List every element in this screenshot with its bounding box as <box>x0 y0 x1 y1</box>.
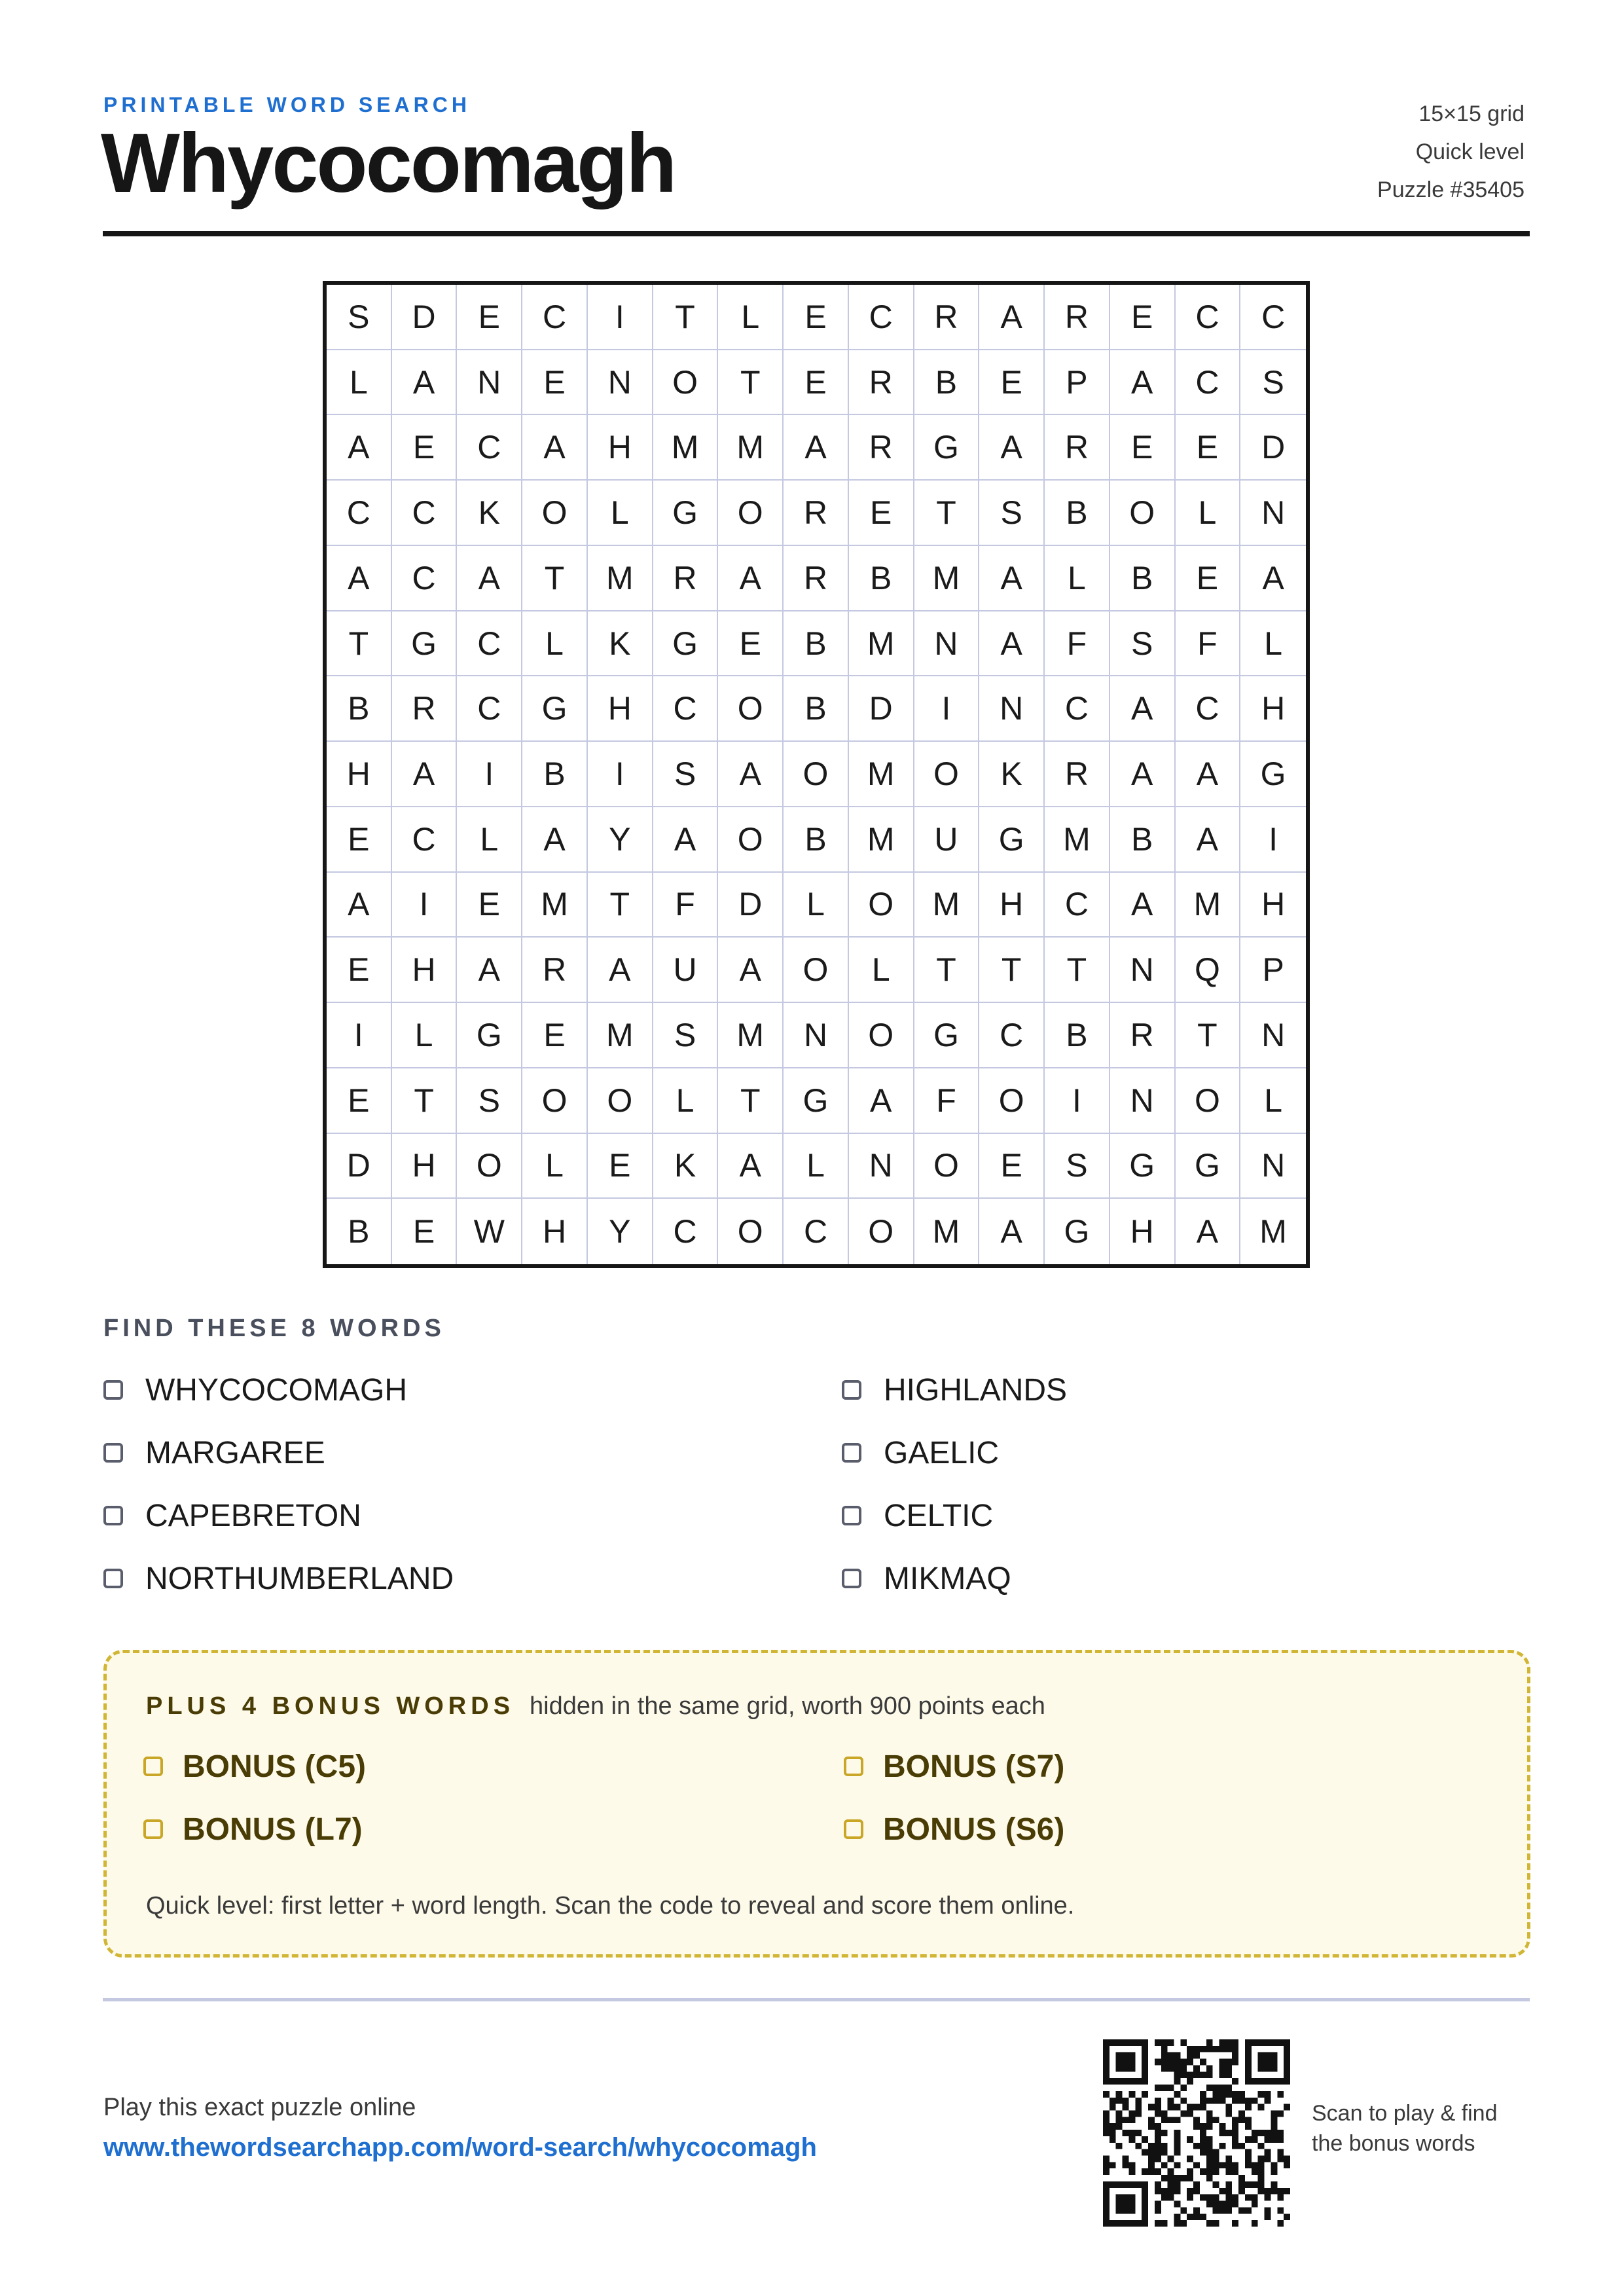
grid-cell[interactable]: R <box>1045 742 1110 807</box>
grid-cell[interactable]: G <box>1176 1134 1241 1199</box>
grid-cell[interactable]: I <box>1240 807 1306 873</box>
grid-cell[interactable]: A <box>522 807 588 873</box>
grid-cell[interactable]: E <box>849 481 914 546</box>
grid-cell[interactable]: T <box>522 546 588 611</box>
grid-cell[interactable]: E <box>979 1134 1045 1199</box>
grid-cell[interactable]: E <box>327 938 392 1003</box>
word-label: GAELIC <box>884 1435 1000 1470</box>
grid-cell[interactable]: M <box>849 742 914 807</box>
grid-cell[interactable]: E <box>522 350 588 416</box>
grid-cell[interactable]: O <box>588 1068 653 1134</box>
grid-cell[interactable]: A <box>653 807 719 873</box>
grid-cell[interactable]: C <box>849 285 914 350</box>
grid-cell[interactable]: L <box>1176 481 1241 546</box>
grid-cell[interactable]: O <box>522 1068 588 1134</box>
grid-cell[interactable]: O <box>979 1068 1045 1134</box>
grid-cell[interactable]: R <box>1045 285 1110 350</box>
grid-cell[interactable]: M <box>914 1199 980 1264</box>
bonus-heading: PLUS 4 BONUS WORDS <box>146 1692 515 1720</box>
grid-cell[interactable]: E <box>718 611 784 677</box>
grid-cell[interactable]: G <box>1240 742 1306 807</box>
grid-cell[interactable]: C <box>1045 676 1110 742</box>
grid-cell[interactable]: I <box>327 1003 392 1068</box>
checkbox-icon[interactable] <box>842 1380 861 1400</box>
grid-cell[interactable]: A <box>1176 807 1241 873</box>
checkbox-icon[interactable] <box>143 1819 163 1839</box>
grid-cell[interactable]: L <box>457 807 522 873</box>
grid-cell[interactable]: G <box>914 415 980 481</box>
word-list-item <box>842 1431 1530 1474</box>
grid-cell[interactable]: S <box>1110 611 1176 677</box>
grid-cell[interactable]: O <box>784 742 849 807</box>
find-heading: FIND THESE 8 WORDS <box>103 1315 445 1342</box>
grid-cell[interactable]: H <box>522 1199 588 1264</box>
grid-cell[interactable]: S <box>457 1068 522 1134</box>
word-list-item <box>842 1557 1530 1600</box>
grid-cell[interactable]: U <box>914 807 980 873</box>
word-list <box>103 1368 1530 1600</box>
grid-cell[interactable]: B <box>784 611 849 677</box>
grid-cell[interactable]: R <box>653 546 719 611</box>
grid-cell[interactable]: A <box>1176 742 1241 807</box>
grid-cell[interactable]: K <box>457 481 522 546</box>
grid-cell[interactable]: R <box>392 676 458 742</box>
grid-cell[interactable]: N <box>588 350 653 416</box>
grid-cell[interactable]: N <box>1240 1134 1306 1199</box>
grid-cell[interactable]: U <box>653 938 719 1003</box>
grid-cell[interactable]: H <box>588 676 653 742</box>
grid-cell[interactable]: A <box>327 415 392 481</box>
grid-cell[interactable]: N <box>1110 1068 1176 1134</box>
grid-cell[interactable]: E <box>784 285 849 350</box>
grid-cell[interactable]: S <box>653 742 719 807</box>
grid-cell[interactable]: W <box>457 1199 522 1264</box>
grid-cell[interactable]: A <box>392 350 458 416</box>
scan-caption-line: the bonus words <box>1312 2131 1475 2156</box>
puzzle-number: Puzzle #35405 <box>1377 177 1525 202</box>
grid-cell[interactable]: S <box>979 481 1045 546</box>
grid-cell[interactable]: H <box>979 873 1045 938</box>
grid-cell[interactable]: T <box>914 481 980 546</box>
grid-cell[interactable]: N <box>784 1003 849 1068</box>
grid-cell[interactable]: A <box>1110 873 1176 938</box>
grid-cell[interactable]: L <box>522 611 588 677</box>
grid-cell[interactable]: R <box>849 350 914 416</box>
grid-cell[interactable]: A <box>1110 742 1176 807</box>
grid-cell[interactable]: T <box>588 873 653 938</box>
grid-cell[interactable]: C <box>522 285 588 350</box>
grid-cell[interactable]: T <box>718 350 784 416</box>
grid-cell[interactable]: M <box>914 873 980 938</box>
grid-cell[interactable]: C <box>392 481 458 546</box>
grid-cell[interactable]: O <box>914 1134 980 1199</box>
puzzle-url-link[interactable]: www.thewordsearchapp.com/word-search/whycocomagh <box>103 2133 817 2162</box>
checkbox-icon[interactable] <box>103 1569 123 1588</box>
grid-cell[interactable]: E <box>588 1134 653 1199</box>
grid-cell[interactable]: A <box>979 1199 1045 1264</box>
grid-cell[interactable]: O <box>522 481 588 546</box>
grid-cell[interactable]: E <box>327 807 392 873</box>
grid-cell[interactable]: M <box>1045 807 1110 873</box>
grid-cell[interactable]: A <box>522 415 588 481</box>
grid-cell[interactable]: A <box>588 938 653 1003</box>
grid-cell[interactable]: A <box>392 742 458 807</box>
grid-size: 15×15 grid <box>1418 101 1525 126</box>
grid-cell[interactable]: E <box>327 1068 392 1134</box>
grid-cell[interactable]: C <box>784 1199 849 1264</box>
grid-cell[interactable]: E <box>1110 285 1176 350</box>
grid-cell[interactable]: I <box>457 742 522 807</box>
grid-cell[interactable]: M <box>849 807 914 873</box>
grid-cell[interactable]: E <box>979 350 1045 416</box>
grid-cell[interactable]: A <box>718 938 784 1003</box>
grid-cell[interactable]: E <box>522 1003 588 1068</box>
bonus-word-item <box>143 1808 844 1851</box>
grid-cell[interactable]: F <box>653 873 719 938</box>
grid-cell[interactable]: N <box>1240 481 1306 546</box>
grid-cell[interactable]: D <box>392 285 458 350</box>
grid-cell[interactable]: R <box>849 415 914 481</box>
bonus-word-label: BONUS (S6) <box>883 1812 1065 1847</box>
grid-cell[interactable]: B <box>784 807 849 873</box>
grid-cell[interactable]: A <box>849 1068 914 1134</box>
header-divider <box>103 231 1530 236</box>
grid-cell[interactable]: C <box>653 1199 719 1264</box>
grid-cell[interactable]: O <box>718 1199 784 1264</box>
grid-cell[interactable]: G <box>784 1068 849 1134</box>
grid-cell[interactable]: L <box>1045 546 1110 611</box>
grid-cell[interactable]: A <box>457 938 522 1003</box>
word-label: CAPEBRETON <box>145 1498 361 1533</box>
grid-cell[interactable]: E <box>1176 415 1241 481</box>
word-label: MIKMAQ <box>884 1561 1011 1596</box>
grid-cell[interactable]: N <box>914 611 980 677</box>
grid-cell[interactable]: G <box>457 1003 522 1068</box>
word-label: CELTIC <box>884 1498 994 1533</box>
grid-cell[interactable]: B <box>914 350 980 416</box>
grid-cell[interactable]: I <box>588 742 653 807</box>
grid-cell[interactable]: S <box>1240 350 1306 416</box>
grid-cell[interactable]: L <box>849 938 914 1003</box>
grid-cell[interactable]: H <box>1240 676 1306 742</box>
grid-cell[interactable]: C <box>457 676 522 742</box>
word-label: NORTHUMBERLAND <box>145 1561 454 1596</box>
grid-cell[interactable]: O <box>457 1134 522 1199</box>
grid-cell[interactable]: G <box>979 807 1045 873</box>
word-label: WHYCOCOMAGH <box>145 1372 407 1408</box>
grid-cell[interactable]: S <box>653 1003 719 1068</box>
grid-cell[interactable]: L <box>327 350 392 416</box>
grid-cell[interactable]: A <box>718 742 784 807</box>
grid-cell[interactable]: H <box>327 742 392 807</box>
grid-cell[interactable]: K <box>979 742 1045 807</box>
grid-cell[interactable]: M <box>914 546 980 611</box>
grid-cell[interactable]: T <box>1045 938 1110 1003</box>
grid-cell[interactable]: O <box>718 676 784 742</box>
checkbox-icon[interactable] <box>143 1757 163 1776</box>
grid-cell[interactable]: C <box>1176 285 1241 350</box>
grid-cell[interactable]: A <box>1176 1199 1241 1264</box>
grid-cell[interactable]: D <box>849 676 914 742</box>
grid-cell[interactable]: E <box>457 873 522 938</box>
checkbox-icon[interactable] <box>103 1380 123 1400</box>
grid-cell[interactable]: I <box>914 676 980 742</box>
bonus-footnote: Quick level: first letter + word length. Scan the code to reveal and score them online. <box>146 1892 1075 1920</box>
scan-caption-line: Scan to play & find <box>1312 2101 1498 2126</box>
grid-cell[interactable]: B <box>522 742 588 807</box>
word-list-item <box>103 1494 842 1537</box>
grid-cell[interactable]: L <box>392 1003 458 1068</box>
grid-cell[interactable]: T <box>1176 1003 1241 1068</box>
bonus-word-item <box>844 1745 1492 1788</box>
grid-cell[interactable]: C <box>1176 676 1241 742</box>
grid-cell[interactable]: B <box>1045 1003 1110 1068</box>
grid-cell[interactable]: B <box>849 546 914 611</box>
bonus-word-list <box>143 1745 1492 1851</box>
grid-cell[interactable]: C <box>1045 873 1110 938</box>
grid-cell[interactable]: O <box>914 742 980 807</box>
grid-cell[interactable]: O <box>1176 1068 1241 1134</box>
grid-cell[interactable]: N <box>849 1134 914 1199</box>
grid-cell[interactable]: C <box>392 807 458 873</box>
grid-cell[interactable]: E <box>1110 415 1176 481</box>
grid-cell[interactable]: N <box>1110 938 1176 1003</box>
grid-cell[interactable]: G <box>914 1003 980 1068</box>
grid-cell[interactable]: M <box>849 611 914 677</box>
grid-cell[interactable]: E <box>784 350 849 416</box>
grid-cell[interactable]: C <box>457 611 522 677</box>
grid-cell[interactable]: F <box>914 1068 980 1134</box>
checkbox-icon[interactable] <box>844 1757 863 1776</box>
grid-cell[interactable]: R <box>522 938 588 1003</box>
grid-cell[interactable]: D <box>718 873 784 938</box>
grid-cell[interactable]: A <box>784 415 849 481</box>
grid-cell[interactable]: G <box>522 676 588 742</box>
grid-cell[interactable]: H <box>1110 1199 1176 1264</box>
grid-cell[interactable]: C <box>457 415 522 481</box>
bonus-word-label: BONUS (L7) <box>183 1812 363 1847</box>
grid-cell[interactable]: K <box>653 1134 719 1199</box>
grid-cell[interactable]: F <box>1045 611 1110 677</box>
checkbox-icon[interactable] <box>103 1506 123 1525</box>
grid-cell[interactable]: O <box>653 350 719 416</box>
grid-cell[interactable]: P <box>1045 350 1110 416</box>
grid-cell[interactable]: A <box>979 285 1045 350</box>
footer-divider <box>103 1998 1530 2001</box>
grid-cell[interactable]: C <box>1176 350 1241 416</box>
grid-cell[interactable]: H <box>392 938 458 1003</box>
grid-cell[interactable]: I <box>1045 1068 1110 1134</box>
grid-cell[interactable]: F <box>1176 611 1241 677</box>
grid-cell[interactable]: A <box>1110 676 1176 742</box>
grid-cell[interactable]: M <box>718 415 784 481</box>
grid-cell[interactable]: P <box>1240 938 1306 1003</box>
grid-cell[interactable]: E <box>457 285 522 350</box>
grid-cell[interactable]: A <box>979 546 1045 611</box>
grid-cell[interactable]: R <box>914 285 980 350</box>
checkbox-icon[interactable] <box>844 1819 863 1839</box>
bonus-word-label: BONUS (S7) <box>883 1749 1065 1784</box>
checkbox-icon[interactable] <box>842 1506 861 1525</box>
grid-cell[interactable]: A <box>327 546 392 611</box>
grid-cell[interactable]: R <box>1045 415 1110 481</box>
scan-caption <box>1312 2098 1498 2159</box>
grid-cell[interactable]: A <box>1110 350 1176 416</box>
grid-cell[interactable]: O <box>784 938 849 1003</box>
grid-cell[interactable]: R <box>784 481 849 546</box>
grid-cell[interactable]: S <box>327 285 392 350</box>
grid-cell[interactable]: B <box>1110 546 1176 611</box>
grid-cell[interactable]: L <box>653 1068 719 1134</box>
grid-cell[interactable]: A <box>457 546 522 611</box>
grid-cell[interactable]: M <box>522 873 588 938</box>
letter-grid[interactable] <box>323 281 1310 1268</box>
checkbox-icon[interactable] <box>842 1443 861 1463</box>
grid-cell[interactable]: D <box>327 1134 392 1199</box>
grid-cell[interactable]: L <box>784 1134 849 1199</box>
grid-cell[interactable]: C <box>1240 285 1306 350</box>
grid-cell[interactable]: A <box>327 873 392 938</box>
grid-cell[interactable]: E <box>1176 546 1241 611</box>
grid-cell[interactable]: D <box>1240 415 1306 481</box>
grid-cell[interactable]: L <box>588 481 653 546</box>
grid-cell[interactable]: G <box>1045 1199 1110 1264</box>
page-title: Whycocomagh <box>101 117 676 210</box>
grid-cell[interactable]: N <box>979 676 1045 742</box>
grid-cell[interactable]: I <box>392 873 458 938</box>
play-online-label: Play this exact puzzle online <box>103 2094 416 2121</box>
grid-cell[interactable]: A <box>979 611 1045 677</box>
grid-cell[interactable]: O <box>849 1199 914 1264</box>
grid-cell[interactable]: R <box>784 546 849 611</box>
grid-cell[interactable]: M <box>588 546 653 611</box>
grid-cell[interactable]: N <box>1240 1003 1306 1068</box>
grid-cell[interactable]: O <box>718 481 784 546</box>
grid-cell[interactable]: G <box>653 481 719 546</box>
grid-cell[interactable]: R <box>1110 1003 1176 1068</box>
grid-cell[interactable]: T <box>392 1068 458 1134</box>
grid-cell[interactable]: C <box>392 546 458 611</box>
word-list-item <box>103 1431 842 1474</box>
bonus-word-item <box>844 1808 1492 1851</box>
grid-cell[interactable]: T <box>653 285 719 350</box>
grid-cell[interactable]: H <box>392 1134 458 1199</box>
grid-cell[interactable]: A <box>718 546 784 611</box>
grid-cell[interactable]: O <box>849 873 914 938</box>
grid-cell[interactable]: T <box>979 938 1045 1003</box>
grid-cell[interactable]: S <box>1045 1134 1110 1199</box>
grid-cell[interactable]: Q <box>1176 938 1241 1003</box>
puzzle-kicker: PRINTABLE WORD SEARCH <box>103 93 471 117</box>
grid-cell[interactable]: L <box>1240 611 1306 677</box>
word-list-item <box>842 1368 1530 1412</box>
checkbox-icon[interactable] <box>103 1443 123 1463</box>
grid-cell[interactable]: M <box>588 1003 653 1068</box>
grid-cell[interactable]: E <box>392 415 458 481</box>
grid-cell[interactable]: H <box>1240 873 1306 938</box>
word-label: HIGHLANDS <box>884 1372 1068 1408</box>
word-list-item <box>103 1368 842 1412</box>
grid-cell[interactable]: T <box>327 611 392 677</box>
grid-cell[interactable]: M <box>1176 873 1241 938</box>
grid-cell[interactable]: Y <box>588 1199 653 1264</box>
grid-cell[interactable]: M <box>653 415 719 481</box>
word-list-item <box>842 1494 1530 1537</box>
puzzle-meta <box>1377 95 1525 209</box>
word-label: MARGAREE <box>145 1435 325 1470</box>
grid-cell[interactable]: L <box>718 285 784 350</box>
grid-cell[interactable]: N <box>457 350 522 416</box>
grid-cell[interactable]: A <box>1240 546 1306 611</box>
bonus-note: hidden in the same grid, worth 900 points each <box>530 1692 1045 1720</box>
grid-cell[interactable]: C <box>327 481 392 546</box>
grid-cell[interactable]: B <box>327 676 392 742</box>
grid-cell[interactable]: O <box>849 1003 914 1068</box>
grid-cell[interactable]: G <box>653 611 719 677</box>
grid-cell[interactable]: Y <box>588 807 653 873</box>
bonus-word-label: BONUS (C5) <box>183 1749 367 1784</box>
grid-cell[interactable]: G <box>392 611 458 677</box>
grid-cell[interactable]: T <box>914 938 980 1003</box>
qr-code[interactable] <box>1103 2039 1290 2227</box>
grid-cell[interactable]: M <box>1259 1213 1287 1250</box>
grid-cell[interactable]: C <box>979 1003 1045 1068</box>
grid-cell[interactable]: L <box>522 1134 588 1199</box>
grid-cell[interactable]: C <box>653 676 719 742</box>
grid-cell[interactable]: B <box>327 1199 392 1264</box>
grid-cell[interactable]: B <box>1045 481 1110 546</box>
grid-cell[interactable]: T <box>718 1068 784 1134</box>
grid-cell[interactable]: O <box>1110 481 1176 546</box>
grid-cell[interactable]: K <box>588 611 653 677</box>
grid-cell[interactable]: A <box>718 1134 784 1199</box>
checkbox-icon[interactable] <box>842 1569 861 1588</box>
grid-cell[interactable]: L <box>784 873 849 938</box>
grid-cell[interactable]: A <box>979 415 1045 481</box>
grid-cell[interactable]: B <box>1110 807 1176 873</box>
grid-cell[interactable]: L <box>1240 1068 1306 1134</box>
bonus-panel <box>103 1650 1530 1958</box>
grid-cell[interactable]: I <box>588 285 653 350</box>
grid-cell[interactable]: E <box>392 1199 458 1264</box>
word-list-item <box>103 1557 842 1600</box>
grid-cell[interactable]: H <box>588 415 653 481</box>
grid-cell[interactable]: O <box>718 807 784 873</box>
grid-cell[interactable]: B <box>784 676 849 742</box>
bonus-word-item <box>143 1745 844 1788</box>
level-label: Quick level <box>1415 139 1525 164</box>
grid-cell[interactable]: G <box>1110 1134 1176 1199</box>
grid-cell[interactable]: M <box>718 1003 784 1068</box>
